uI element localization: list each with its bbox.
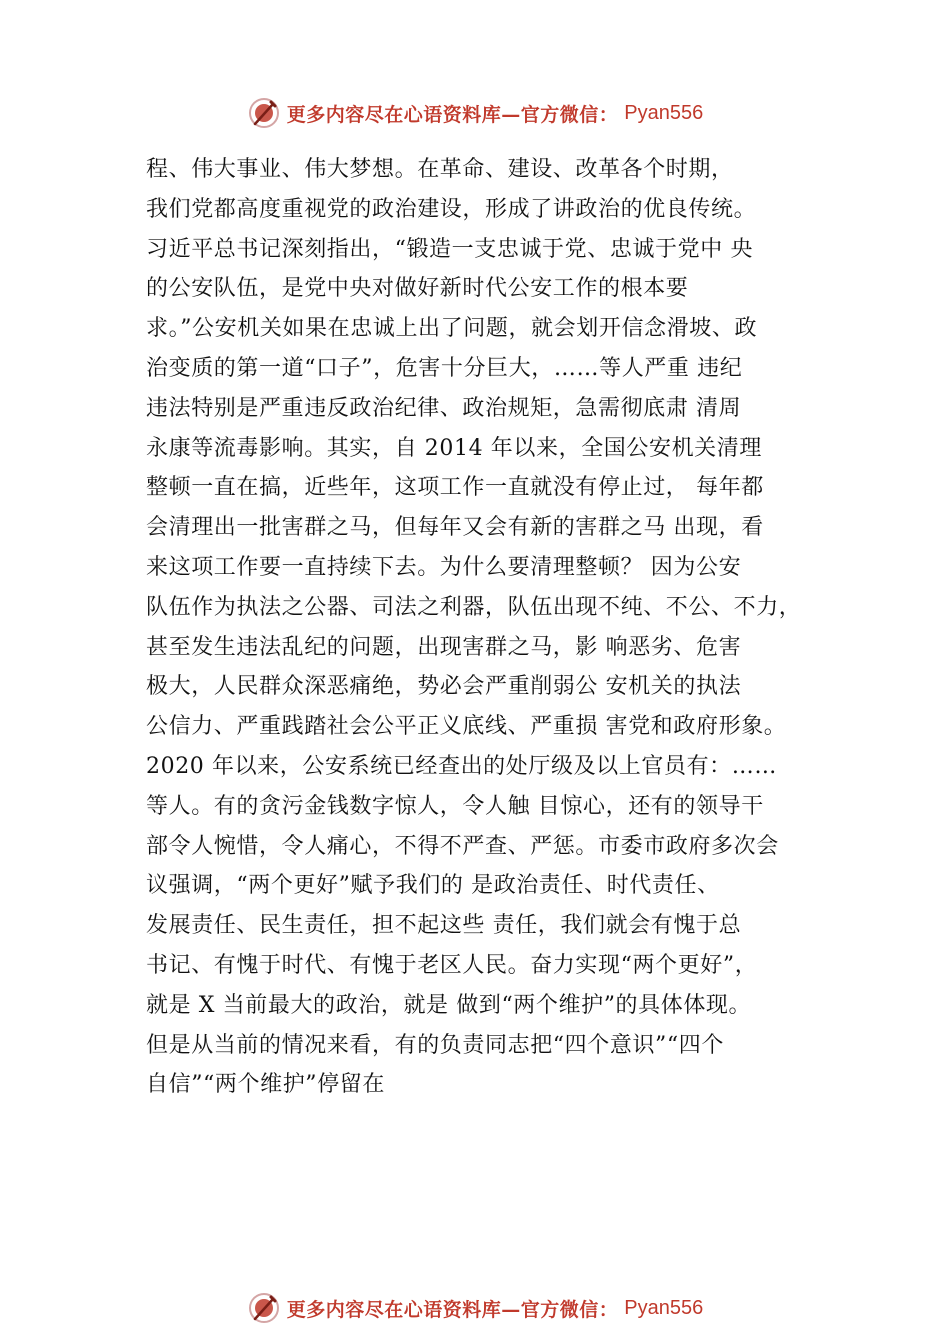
brush-logo-icon [247,96,281,130]
text-line: 部令人惋惜，令人痛心，不得不严查、严惩。市委市政府多次会 [146,833,779,859]
text-line: 公信力、严重践踏社会公平正义底线、严重损 害党和政府形象。 [146,714,787,740]
text-line: 但是从当前的情况来看，有的负责同志把“四个意识”“四个 [146,1032,724,1058]
text-line: 队伍作为执法之公器、司法之利器，队伍出现不纯、不公、不力， [146,594,802,620]
text-line: 就是 X 当前最大的政治，就是 做到“两个维护”的具体体现。 [146,992,752,1018]
watermark-text: 更多内容尽在心语资料库—官方微信： [286,103,619,126]
text-line: 程、伟大事业、伟大梦想。在革命、建设、改革各个时期， [146,157,734,182]
text-line: 的公安队伍，是党中央对做好新时代公安工作的根本要 [146,276,689,302]
text-line: 违法特别是严重违反政治纪律、政治规矩，急需彻底肃 清周 [146,395,742,421]
watermark-wechat-id: Pyan556 [624,1296,704,1319]
brush-logo-icon [247,1291,281,1325]
text-line: 会清理出一批害群之马，但每年又会有新的害群之马 出现，看 [146,515,764,541]
text-line: 甚至发生违法乱纪的问题，出现害群之马，影 响恶劣、危害 [146,634,742,660]
text-line: 等人。有的贪污金钱数字惊人，令人触 目惊心，还有的领导干 [146,793,764,819]
text-line: 议强调，“两个更好”赋予我们的 是政治责任、时代责任、 [146,873,720,899]
text-line: 发展责任、民生责任，担不起这些 责任，我们就会有愧于总 [146,913,742,939]
text-line: 习近平总书记深刻指出，“锻造一支忠诚于党、忠诚于党中 央 [146,236,754,262]
text-line: 永康等流毒影响。其实，自 2014 年以来，全国公安机关清理 [146,435,762,461]
header-watermark [0,93,950,133]
text-line: 极大，人民群众深恶痛绝，势必会严重削弱公 安机关的执法 [146,674,742,700]
text-line: 整顿一直在搞，近些年，这项工作一直就没有停止过， 每年都 [146,475,764,501]
text-line: 我们党都高度重视党的政治建设，形成了讲政治的优良传统。 [146,196,757,222]
watermark-wechat-id: Pyan556 [624,101,704,124]
text-line: 书记、有愧于时代、有愧于老区人民。奋力实现“两个更好”， [146,952,758,978]
text-line: 来这项工作要一直持续下去。为什么要清理整顿？ 因为公安 [146,554,742,580]
text-line: 求。”公安机关如果在忠诚上出了问题，就会划开信念滑坡、政 [146,316,758,342]
document-body [146,150,846,1105]
text-line: 2020 年以来，公安系统已经查出的处厅级及以上官员有：…… [146,753,777,779]
watermark-text: 更多内容尽在心语资料库—官方微信： [286,1298,619,1321]
text-line: 自信”“两个维护”停留在 [146,1072,385,1098]
footer-watermark [0,1288,950,1328]
text-line: 治变质的第一道“口子”，危害十分巨大，……等人严重 违纪 [146,355,743,381]
